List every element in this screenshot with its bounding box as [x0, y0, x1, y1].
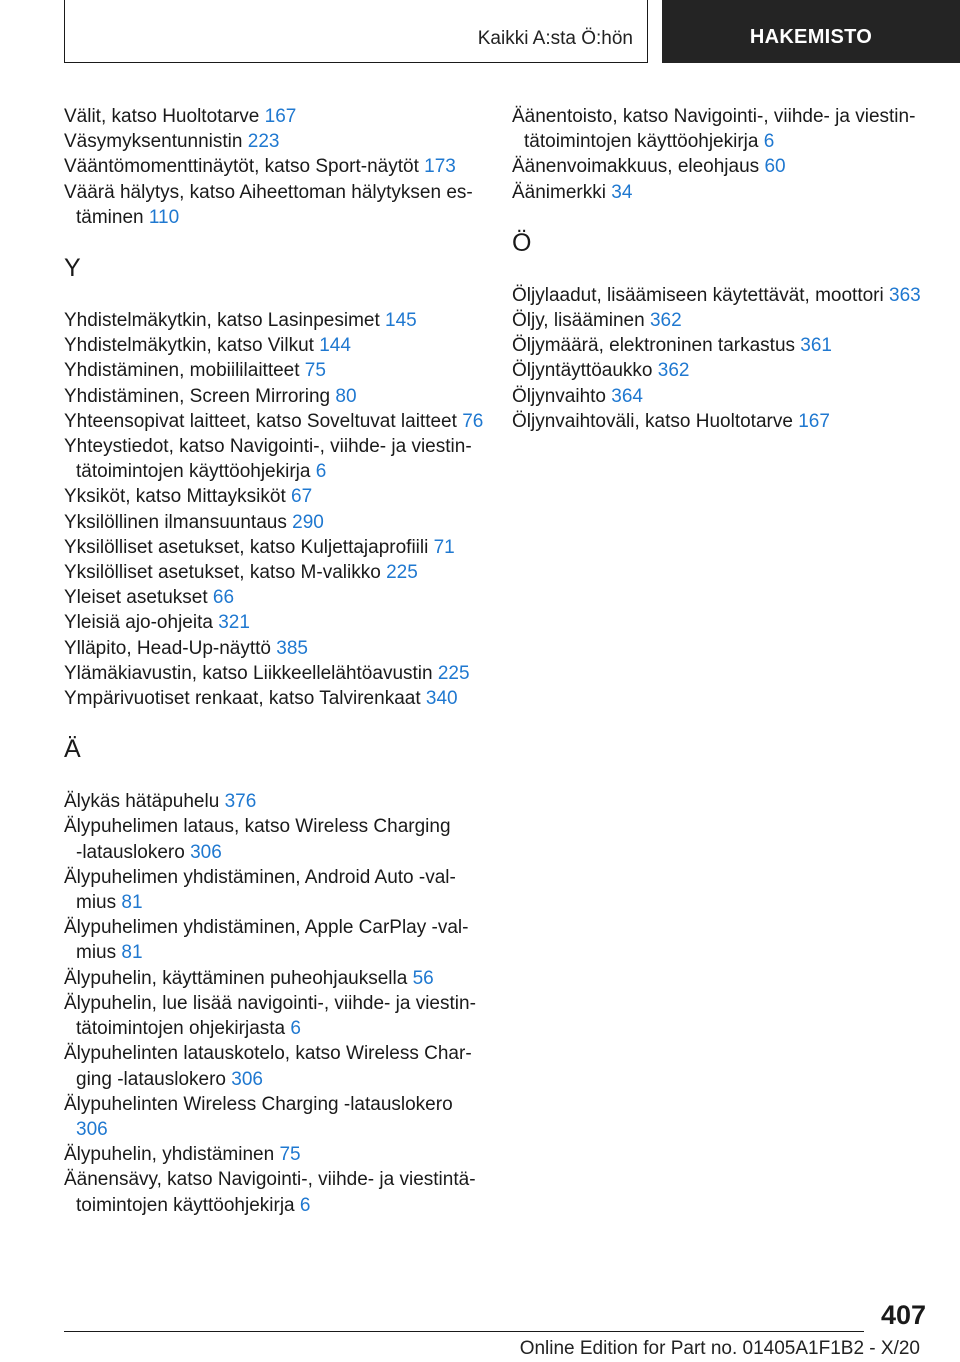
index-entry — [64, 610, 484, 635]
page-link[interactable]: 362 — [649, 310, 682, 332]
page-link[interactable]: 225 — [437, 662, 470, 684]
index-entry — [64, 1142, 484, 1167]
index-entry-text: Yksiköt, katso Mittayksiköt — [64, 486, 292, 508]
index-entry-text: Ylläpito, Head-Up-näyttö — [64, 637, 277, 659]
footer-divider — [64, 1331, 864, 1332]
index-entry-text: Älypuhelin, käyttäminen puheohjauksella — [64, 967, 413, 989]
page-link[interactable]: 34 — [611, 181, 633, 203]
index-entry — [64, 1092, 484, 1142]
page-link[interactable]: 145 — [385, 310, 417, 332]
index-entry — [512, 283, 932, 308]
page-link[interactable]: 81 — [121, 942, 143, 964]
index-entry-text: Äänimerkki — [512, 181, 612, 203]
index-entry — [64, 384, 484, 409]
index-entry — [64, 104, 484, 129]
index-letter-heading: Ä — [64, 735, 81, 764]
page-link[interactable]: 67 — [291, 486, 313, 508]
index-entry-text: Yhteensopivat laitteet, katso Soveltuvat laitteet — [64, 410, 463, 432]
index-entry-text: Yhdistäminen, Screen Mirroring — [64, 385, 336, 407]
index-entry — [512, 333, 932, 358]
page-link[interactable]: 81 — [121, 892, 143, 914]
index-entry — [64, 915, 484, 965]
page-link[interactable]: 321 — [218, 612, 250, 634]
index-entry-text: Älypuhelin, yhdistäminen — [64, 1144, 280, 1166]
page-link[interactable]: 6 — [763, 131, 775, 153]
index-entry — [64, 535, 484, 560]
index-entry-text: Äänenvoimakkuus, eleohjaus — [512, 156, 765, 178]
page-link[interactable]: 362 — [657, 360, 690, 382]
page-link[interactable]: 364 — [611, 385, 643, 407]
index-entry-text: Yksilöllinen ilmansuuntaus — [64, 511, 293, 533]
page-link[interactable]: 60 — [764, 156, 786, 178]
page-link[interactable]: 306 — [190, 841, 222, 863]
index-entry — [64, 661, 484, 686]
page-link[interactable]: 340 — [425, 688, 458, 710]
index-entry-text: Älypuhelinten latauskotelo, katso Wireless Charging ‑latauslokero — [64, 1043, 472, 1090]
index-entry-text: Yleisiä ajo-ohjeita — [64, 612, 219, 634]
index-entry — [512, 384, 932, 409]
page-link[interactable]: 290 — [292, 511, 324, 533]
page-link[interactable]: 376 — [224, 791, 257, 813]
page-link[interactable]: 6 — [290, 1018, 301, 1040]
section-tab[interactable] — [64, 0, 648, 63]
index-entry — [64, 484, 484, 509]
index-entry — [64, 333, 484, 358]
index-entry-text: Öljynvaihtoväli, katso Huoltotarve — [512, 410, 799, 432]
index-entry — [64, 180, 484, 230]
index-entry-text: Älypuhelin, lue lisää navigointi-, viihde- ja viestintätoimintojen ohjekirjasta — [64, 992, 476, 1040]
index-entry — [64, 1041, 484, 1091]
index-entry — [64, 1167, 484, 1217]
page-link[interactable]: 223 — [247, 131, 280, 153]
index-entry — [64, 308, 484, 333]
page-link[interactable]: 385 — [276, 637, 308, 659]
page-link[interactable]: 76 — [462, 410, 484, 432]
index-entry — [64, 636, 484, 661]
index-entry — [64, 409, 484, 434]
index-entry — [64, 865, 484, 915]
index-column-right — [512, 104, 932, 434]
page-link[interactable]: 71 — [433, 536, 455, 558]
page-header — [64, 0, 960, 65]
index-entry-text: Öljynvaihto — [512, 385, 612, 407]
page-link[interactable]: 363 — [889, 284, 921, 306]
page-link[interactable]: 56 — [412, 967, 434, 989]
index-entry — [64, 154, 484, 179]
index-entry — [64, 814, 484, 864]
index-entry-text: Väsymyksentunnistin — [64, 131, 248, 153]
index-entry — [64, 991, 484, 1041]
section-tab-label: Kaikki A:sta Ö:hön — [477, 28, 633, 49]
index-entry — [512, 154, 932, 179]
index-entry — [64, 966, 484, 991]
index-entry-text: Ylämäkiavustin, katso Liikkeellelähtöavustin — [64, 662, 438, 684]
page-link[interactable]: 361 — [800, 335, 832, 357]
index-entry-text: Öljy, lisääminen — [512, 310, 650, 332]
index-entry-text: Älypuhelimen yhdistäminen, Apple CarPlay ‑valmius — [64, 917, 469, 964]
page-link[interactable]: 167 — [264, 106, 297, 127]
index-column-left — [64, 104, 484, 1218]
index-entry-text: Väärä hälytys, katso Aiheettoman hälytyksen estäminen — [64, 181, 473, 228]
page-link[interactable]: 6 — [299, 1194, 311, 1216]
index-entry-text: Ympärivuotiset renkaat, katso Talvirenkaat — [64, 688, 426, 710]
index-entry — [512, 180, 932, 205]
index-entry — [64, 585, 484, 610]
page-link[interactable]: 80 — [335, 385, 357, 407]
index-entry-text: Älypuhelimen lataus, katso Wireless Charging ‑latauslokero — [64, 816, 451, 863]
page-link[interactable]: 6 — [315, 461, 327, 483]
index-entry — [512, 308, 932, 333]
index-entry — [512, 104, 932, 154]
index-entry — [64, 129, 484, 154]
index-entry-text: Öljyntäyttöaukko — [512, 360, 658, 382]
page-link[interactable]: 110 — [148, 206, 180, 228]
index-entry-text: Vääntömomenttinäytöt, katso Sport-näytöt — [64, 156, 425, 178]
page-link[interactable]: 173 — [424, 156, 456, 178]
index-entry — [64, 434, 484, 484]
index-entry-text: Yhdistelmäkytkin, katso Vilkut — [64, 335, 320, 357]
index-entry-text: Välit, katso Huoltotarve — [64, 106, 265, 127]
page-link[interactable]: 75 — [304, 360, 326, 382]
index-entry — [512, 409, 932, 434]
index-entry-text: Älykäs hätäpuhelu — [64, 791, 225, 813]
index-entry-text: Yleiset asetukset — [64, 587, 213, 609]
page-link[interactable]: 306 — [76, 1118, 108, 1140]
index-entry-text: Yhdistäminen, mobiililaitteet — [64, 360, 305, 382]
page-link[interactable]: 66 — [212, 587, 235, 609]
index-entry — [64, 560, 484, 585]
index-entry — [64, 686, 484, 711]
index-entry — [512, 358, 932, 383]
edition-note: Online Edition for Part no. 01405A1F1B2 - X/20 — [519, 1338, 920, 1359]
index-entry-text: Yhteystiedot, katso Navigointi-, viihde- ja viestintätoimintojen käyttöohjekirja — [64, 436, 472, 483]
page-link[interactable]: 75 — [279, 1144, 301, 1166]
page-link[interactable]: 306 — [231, 1068, 263, 1090]
index-entry — [64, 789, 484, 814]
page-link[interactable]: 167 — [798, 410, 830, 432]
index-entry — [64, 358, 484, 383]
index-entry-text: Yhdistelmäkytkin, katso Lasinpesimet — [64, 310, 386, 332]
index-entry-text: Äänentoisto, katso Navigointi-, viihde- ja viestintätoimintojen käyttöohjekirja — [512, 106, 916, 153]
index-entry-text: Öljymäärä, elektroninen tarkastus — [512, 335, 801, 357]
index-entry-text: Äänensävy, katso Navigointi-, viihde- ja viestintätoimintojen käyttöohjekirja — [64, 1169, 476, 1216]
index-entry-text: Älypuhelimen yhdistäminen, Android Auto ‑valmius — [64, 866, 456, 914]
page-link[interactable]: 144 — [319, 335, 351, 357]
page-number: 407 — [880, 1300, 926, 1330]
index-entry — [64, 510, 484, 535]
page-link[interactable]: 225 — [386, 562, 418, 584]
index-letter-heading: Y — [64, 254, 81, 283]
index-tab[interactable]: HAKEMISTO — [662, 0, 960, 63]
index-entry-text: Öljylaadut, lisäämiseen käytettävät, moottori — [512, 284, 890, 306]
index-entry-text: Yksilölliset asetukset, katso M-valikko — [64, 562, 387, 584]
index-entry-text: Älypuhelinten Wireless Charging ‑latauslokero — [64, 1093, 453, 1115]
index-letter-heading: Ö — [512, 228, 532, 257]
index-entry-text: Yksilölliset asetukset, katso Kuljettajaprofiili — [64, 536, 434, 558]
